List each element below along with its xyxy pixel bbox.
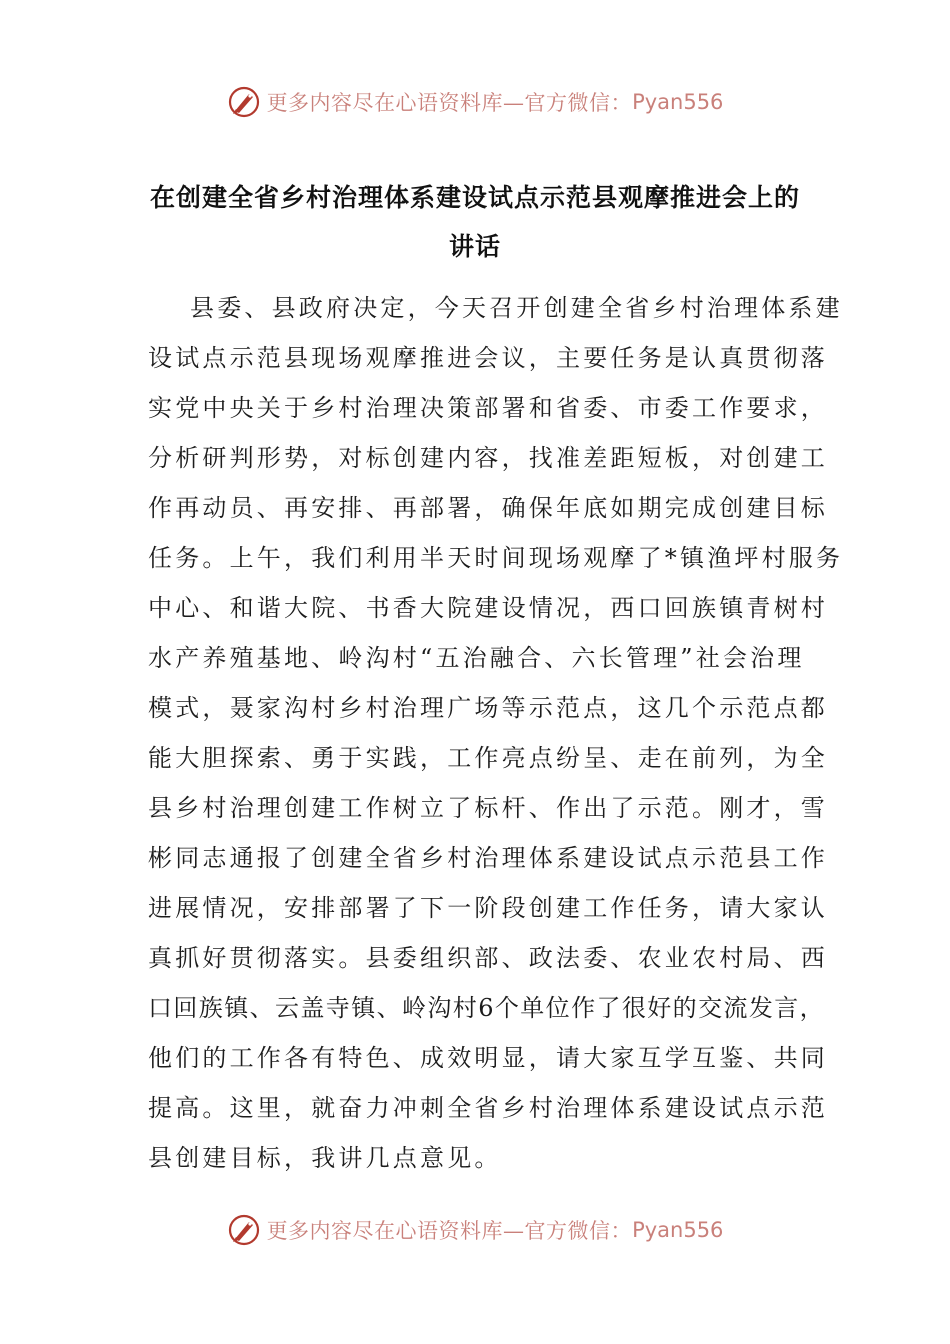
watermark-text: 更多内容尽在心语资料库—官方微信： bbox=[266, 1219, 633, 1243]
document-title-line-1: 在创建全省乡村治理体系建设试点示范县观摩推进会上的 bbox=[149, 183, 800, 212]
body-line: 他们的工作各有特色、成效明显，请大家互学互鉴、共同 bbox=[148, 1044, 828, 1072]
pen-nib-icon bbox=[227, 85, 261, 119]
body-line: 设试点示范县现场观摩推进会议，主要任务是认真贯彻落 bbox=[148, 344, 828, 372]
body-line: 彬同志通报了创建全省乡村治理体系建设试点示范县工作 bbox=[148, 844, 828, 872]
body-line: 提高。这里，就奋力冲刺全省乡村治理体系建设试点示范 bbox=[148, 1094, 828, 1122]
document-title-line-2: 讲话 bbox=[448, 232, 501, 261]
body-line: 模式，聂家沟村乡村治理广场等示范点，这几个示范点都 bbox=[148, 694, 828, 722]
body-line: 作再动员、再安排、再部署，确保年底如期完成创建目标 bbox=[148, 494, 828, 522]
watermark-wechat-id: Pyan556 bbox=[632, 90, 724, 114]
body-line: 能大胆探索、勇于实践，工作亮点纷呈、走在前列，为全 bbox=[148, 744, 828, 772]
watermark-banner-bottom bbox=[0, 1210, 950, 1250]
body-line: 任务。上午，我们利用半天时间现场观摩了*镇渔坪村服务 bbox=[148, 544, 844, 572]
body-line: 县委、县政府决定，今天召开创建全省乡村治理体系建 bbox=[190, 294, 843, 322]
body-line: 水产养殖基地、岭沟村“五治融合、六长管理”社会治理 bbox=[148, 644, 805, 672]
body-line: 中心、和谐大院、书香大院建设情况，西口回族镇青树村 bbox=[148, 594, 828, 622]
body-line: 进展情况，安排部署了下一阶段创建工作任务，请大家认 bbox=[148, 894, 828, 922]
pen-nib-icon bbox=[227, 1213, 261, 1247]
watermark-wechat-id: Pyan556 bbox=[632, 1218, 724, 1242]
body-line: 口回族镇、云盖寺镇、岭沟村6个单位作了很好的交流发言， bbox=[148, 994, 826, 1022]
watermark-banner-top bbox=[0, 82, 950, 122]
watermark-text: 更多内容尽在心语资料库—官方微信： bbox=[266, 91, 633, 115]
body-line: 真抓好贯彻落实。县委组织部、政法委、农业农村局、西 bbox=[148, 944, 828, 972]
body-line: 实党中央关于乡村治理决策部署和省委、市委工作要求， bbox=[148, 394, 828, 422]
body-line: 县创建目标，我讲几点意见。 bbox=[148, 1144, 502, 1172]
body-line: 分析研判形势，对标创建内容，找准差距短板，对创建工 bbox=[148, 444, 828, 472]
body-line: 县乡村治理创建工作树立了标杆、作出了示范。刚才，雪 bbox=[148, 794, 828, 822]
